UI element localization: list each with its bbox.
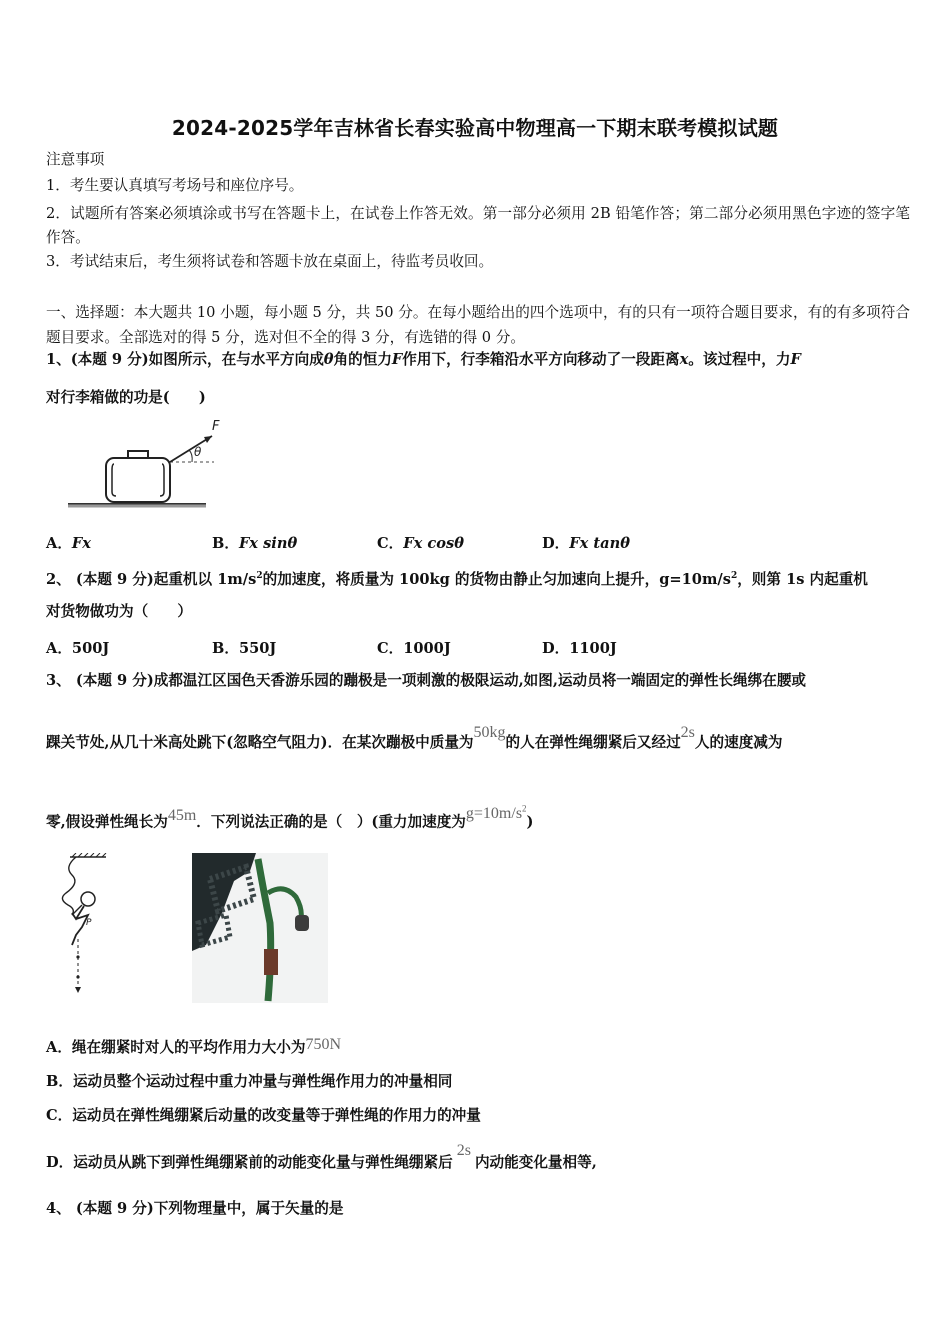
q3-option-a-letter: A． bbox=[46, 1039, 72, 1056]
q1-prefix: 1、(本题 9 分)如图所示，在与水平方向成 bbox=[46, 351, 324, 368]
q3-option-c-text: 运动员在弹性绳绷紧后动量的改变量等于弹性绳的作用力的冲量 bbox=[72, 1107, 481, 1124]
q1-mid2: 作用下，行李箱沿水平方向移动了一段距离 bbox=[402, 351, 680, 368]
q2-mid2: ，则第 1s 内起重机 bbox=[737, 570, 868, 588]
q2-mid1: 的加速度，将质量为 100kg 的货物由静止匀加速向上提升，g=10m/s bbox=[262, 570, 731, 588]
q1-mid3: 。该过程中，力 bbox=[688, 351, 791, 368]
q2-option-b[interactable] bbox=[212, 637, 276, 658]
cord-detail bbox=[264, 949, 278, 975]
question-4: 4、 (本题 9 分)下列物理量中，属于矢量的是 bbox=[46, 1200, 344, 1217]
page-title: 2024-2025学年吉林省长春实验高中物理高一下期末联考模拟试题 bbox=[171, 116, 779, 140]
q1-x: x bbox=[679, 351, 689, 368]
notice-item-3: 3．考试结束后，考生须将试卷和答题卡放在桌面上，待监考员收回。 bbox=[46, 253, 494, 270]
q1-option-c[interactable] bbox=[377, 532, 464, 553]
point-P-label: P bbox=[86, 918, 92, 928]
notice-heading: 注意事项 bbox=[46, 151, 105, 168]
question-3-line-2 bbox=[46, 724, 910, 753]
q1-option-d[interactable] bbox=[542, 532, 630, 553]
q1-option-b-letter: B． bbox=[212, 535, 239, 552]
q2-option-b-text: 550J bbox=[238, 640, 277, 657]
q1-option-b[interactable] bbox=[212, 532, 297, 553]
q3-g: g=10m/s bbox=[465, 805, 523, 823]
q2-option-d-text: 1100J bbox=[569, 640, 617, 657]
suitcase-edge-right bbox=[160, 464, 164, 496]
q3-line2-c: 人的速度减为 bbox=[694, 734, 783, 751]
q2-option-d-letter: D． bbox=[542, 640, 570, 657]
fig-F-label: F bbox=[212, 419, 220, 434]
q2-option-c[interactable] bbox=[377, 637, 451, 658]
fig-theta-label: θ bbox=[194, 445, 202, 459]
q2-option-a-text: 500J bbox=[71, 640, 110, 657]
q3-option-d-letter: D． bbox=[46, 1154, 74, 1171]
q1-option-b-text: Fx sinθ bbox=[238, 535, 298, 552]
q1-option-a-text: Fx bbox=[71, 535, 91, 552]
notice-item-2: 2．试题所有答案必须填涂或书写在答题卡上，在试卷上作答无效。第一部分必须用 2B 铅笔作答；第二部分必须用黑色字迹的签字笔作答。 bbox=[46, 205, 910, 246]
q1-theta: θ bbox=[323, 351, 334, 368]
q1-option-c-text: Fx cosθ bbox=[403, 535, 464, 552]
q3-option-b[interactable] bbox=[46, 1072, 910, 1092]
notice-item-1: 1．考生要认真填写考场号和座位序号。 bbox=[46, 177, 304, 194]
q3-option-a-text: 绳在绷紧时对人的平均作用力大小为 bbox=[71, 1039, 306, 1056]
q3-option-b-letter: B． bbox=[46, 1073, 73, 1090]
q2-option-c-letter: C． bbox=[377, 640, 404, 657]
q1-option-c-letter: C． bbox=[377, 535, 404, 552]
q2-sup1: 2 bbox=[256, 571, 263, 581]
q3-time: 2s bbox=[680, 724, 695, 741]
question-1-line-1 bbox=[46, 350, 910, 370]
q2-prefix: 2、 (本题 9 分)起重机以 1m/s bbox=[46, 570, 257, 588]
q3-option-a[interactable] bbox=[46, 1038, 910, 1058]
elastic-rope bbox=[62, 857, 82, 915]
q3-length: 45m bbox=[167, 807, 197, 825]
angle-arc bbox=[189, 450, 192, 462]
q3-option-d-text: 运动员从跳下到弹性绳绷紧前的动能变化量与弹性绳绷紧后 bbox=[73, 1154, 453, 1171]
bungee-diagram bbox=[46, 853, 118, 999]
q3-mass: 50kg bbox=[473, 724, 506, 741]
question-2-line-2: 对货物做功为（ ） bbox=[46, 603, 192, 620]
q2-option-a[interactable] bbox=[46, 637, 109, 658]
q2-option-b-letter: B． bbox=[212, 640, 239, 657]
q3-line2-a: 踝关节处,从几十米高处跳下(忽略空气阻力)．在某次蹦极中质量为 bbox=[46, 734, 474, 751]
q3-option-c-letter: C． bbox=[46, 1107, 73, 1124]
q3-option-a-math: 750N bbox=[305, 1036, 341, 1053]
q2-option-a-letter: A． bbox=[46, 640, 72, 657]
bungee-photo bbox=[192, 853, 328, 1003]
q3-line3-b: ．下列说法正确的是（ ）(重力加速度为 bbox=[196, 813, 466, 831]
q3-line3-c: ) bbox=[526, 813, 534, 831]
path-dot-1 bbox=[76, 955, 79, 958]
q2-option-c-text: 1000J bbox=[403, 640, 451, 657]
q3-g-sup: 2 bbox=[522, 804, 527, 814]
question-1-line-2: 对行李箱做的功是( ) bbox=[46, 389, 206, 406]
jumper-figure bbox=[295, 915, 309, 931]
q3-line3-a: 零,假设弹性绳长为 bbox=[46, 813, 168, 831]
q3-option-d-math: 2s bbox=[456, 1142, 471, 1159]
q1-option-a-letter: A． bbox=[46, 535, 72, 552]
q3-option-d[interactable] bbox=[46, 1142, 910, 1173]
section-1-instructions: 一、选择题：本大题共 10 小题，每小题 5 分，共 50 分。在每小题给出的四个选项中，有的只有一项符合题目要求，有的有多项符合题目要求。全部选对的得 5 分，选对但不全的得 3 分，有选错的得 0 分。 bbox=[46, 304, 910, 346]
q3-option-c[interactable] bbox=[46, 1106, 910, 1126]
q3-option-b-text: 运动员整个运动过程中重力冲量与弹性绳作用力的冲量相同 bbox=[72, 1073, 453, 1090]
q1-F2: F bbox=[790, 351, 801, 368]
question-2-line-1 bbox=[46, 566, 910, 590]
q3-line2-b: 的人在弹性绳绷紧后又经过 bbox=[505, 734, 681, 751]
suitcase-edge-left bbox=[112, 464, 116, 496]
suitcase-figure bbox=[66, 414, 236, 514]
q2-sup2: 2 bbox=[730, 571, 738, 581]
q2-option-d[interactable] bbox=[542, 637, 617, 658]
question-3-line-1: 3、 (本题 9 分)成都温江区国色天香游乐园的蹦极是一项刺激的极限运动,如图,运动员将一端固定的弹性长绳绑在腰或 bbox=[46, 672, 807, 689]
q1-mid1: 角的恒力 bbox=[333, 351, 392, 368]
q1-F: F bbox=[391, 351, 403, 368]
q1-option-d-letter: D． bbox=[542, 535, 570, 552]
path-dot-2 bbox=[76, 975, 79, 978]
q1-option-d-text: Fx tanθ bbox=[569, 535, 630, 552]
q3-option-d-tail: 内动能变化量相等, bbox=[474, 1154, 597, 1171]
jumper-head bbox=[81, 892, 95, 906]
fall-arrowhead bbox=[75, 987, 81, 993]
q1-option-a[interactable] bbox=[46, 532, 91, 553]
suitcase-handle bbox=[128, 451, 148, 458]
question-3-line-3 bbox=[46, 804, 910, 832]
